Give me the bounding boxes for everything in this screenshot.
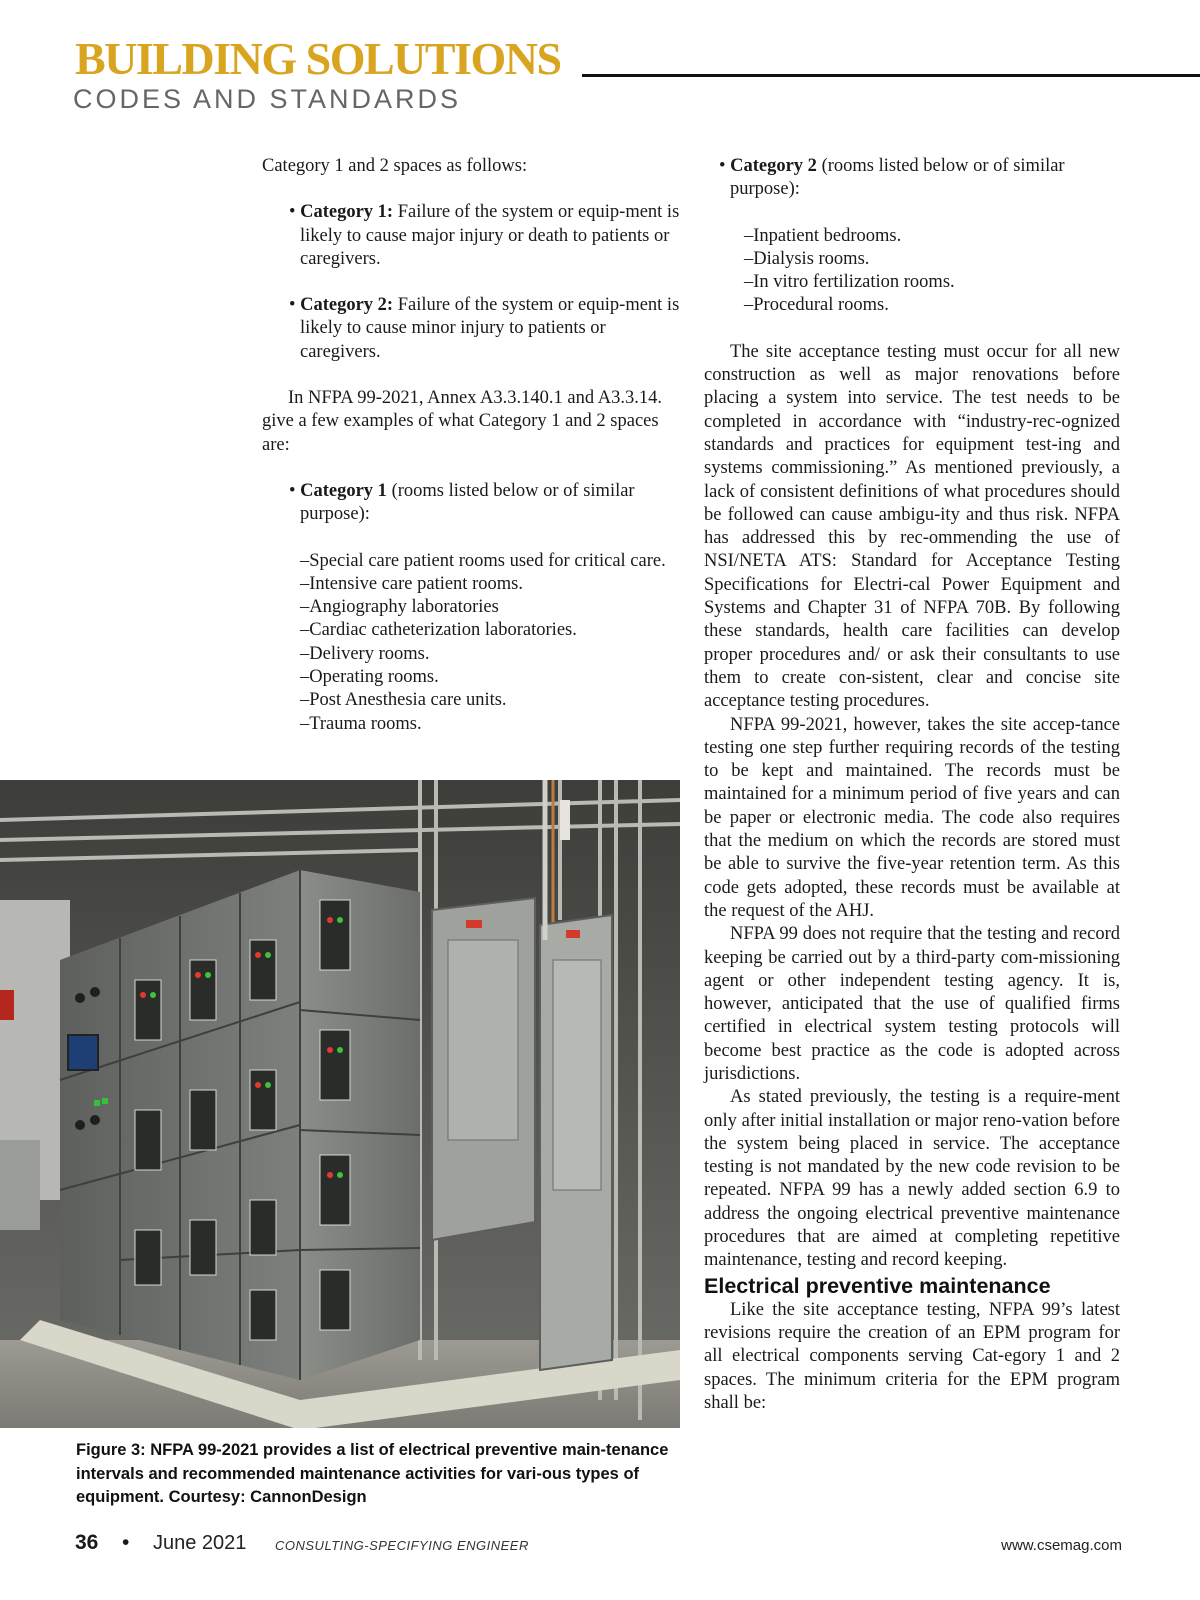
category-1-definition: • Category 1: Failure of the system or equip-ment is likely to cause major injury or death to patients or caregivers. (289, 202, 680, 269)
figure-caption: Figure 3: NFPA 99-2021 provides a list of electrical preventive main-tenance intervals and recommended maintenance activities for vari-ous types of equipment. Courtesy: CannonDesign (76, 1441, 669, 1506)
body-paragraph: NFPA 99-2021, however, takes the site accep-tance testing one step further requiring records of the testing to be kept and maintained. The records must be maintained for a minimum period of five years and can be paper or electronic media. The code also requires that the medium on which the records are stored must be able to survive the five-year retention term. As this code gets adopted, these records must be available at the request of the AHJ. (704, 714, 1120, 921)
section-heading: Electrical preventive maintenance (704, 1273, 1051, 1298)
magazine-name: CONSULTING-SPECIFYING ENGINEER (275, 1538, 529, 1553)
footer-separator: • (122, 1531, 130, 1554)
body-paragraph: Like the site acceptance testing, NFPA 99’s latest revisions require the creation of an EPM program for all electrical components serving Cat-egory 1 and 2 spaces. The minimum criteria for the EPM program shall be: (704, 1299, 1120, 1413)
website-url[interactable]: www.csemag.com (1001, 1537, 1122, 1554)
issue-date: June 2021 (153, 1532, 247, 1554)
room-list-item: –Delivery rooms. (300, 643, 430, 664)
body-paragraph: NFPA 99 does not require that the testing and record keeping be carried out by a third-party com-missioning agent or other independent testing agency. It is, however, anticipated that the use of qualified firms certified in electrical system testing protocols will become best practice as the code is adopted across jurisdictions. (704, 924, 1120, 1084)
room-list-item: –In vitro fertilization rooms. (744, 272, 955, 293)
section-title: BUILDING SOLUTIONS (75, 33, 561, 84)
body-paragraph: The site acceptance testing must occur for all new construction as well as major renovations before placing a system into service. The test needs to be completed in accordance with “industry-rec-ognized standards and practices for equipment test-ing and systems commissioning.” As mentioned previously, a lack of consistent definitions of what procedures should be followed can cause ambigu-ity and thus risk. NFPA has addressed this by rec-ommending the use of NSI/NETA ATS: Standard for Acceptance Testing Specifications for Electri-cal Power Equipment and Systems and Chapter 31 of NFPA 70B. By following these standards, health care facilities can develop proper procedures and/ or ask their consultants to use them to create con-sistent, clear and concise site acceptance testing procedures. (704, 341, 1120, 712)
room-list-item: –Trauma rooms. (300, 713, 422, 734)
room-list-item: –Angiography laboratories (300, 597, 499, 618)
category-2-list-heading: • Category 2 (rooms listed below or of similar purpose): (719, 156, 1065, 200)
room-list-item: –Dialysis rooms. (744, 248, 870, 269)
header-rule (582, 74, 1200, 77)
room-list-item: –Intensive care patient rooms. (300, 573, 523, 594)
room-list-item: –Special care patient rooms used for critical care. (300, 550, 666, 571)
room-list-item: –Procedural rooms. (744, 295, 889, 316)
intro-line: Category 1 and 2 spaces as follows: (262, 156, 528, 176)
right-column (704, 155, 1120, 1415)
left-column (262, 155, 680, 736)
body-paragraph: As stated previously, the testing is a require-ment only after initial installation or major reno-vation before the system being placed in service. The acceptance testing is not mandated by the new code revision to be repeated. NFPA 99 has a newly added section 6.9 to address the ongoing electrical preventive maintenance procedures that are aimed at completing repetitive maintenance, testing and record keeping. (704, 1087, 1120, 1271)
room-list-item: –Inpatient bedrooms. (744, 225, 902, 246)
room-list-item: –Cardiac catheterization laboratories. (300, 620, 577, 641)
annex-paragraph: In NFPA 99-2021, Annex A3.3.140.1 and A3.3.14. give a few examples of what Category 1 and 2 spaces are: (262, 388, 662, 455)
switchgear-photo (0, 780, 680, 1428)
category-2-definition: • Category 2: Failure of the system or equip-ment is likely to cause minor injury to patients or caregivers. (289, 295, 680, 362)
section-subtitle: CODES AND STANDARDS (73, 84, 462, 114)
room-list-item: –Post Anesthesia care units. (300, 690, 507, 711)
category-1-list-heading: • Category 1 (rooms listed below or of similar purpose): (289, 480, 635, 525)
room-list-item: –Operating rooms. (300, 667, 439, 688)
page-number: 36 (75, 1531, 99, 1554)
